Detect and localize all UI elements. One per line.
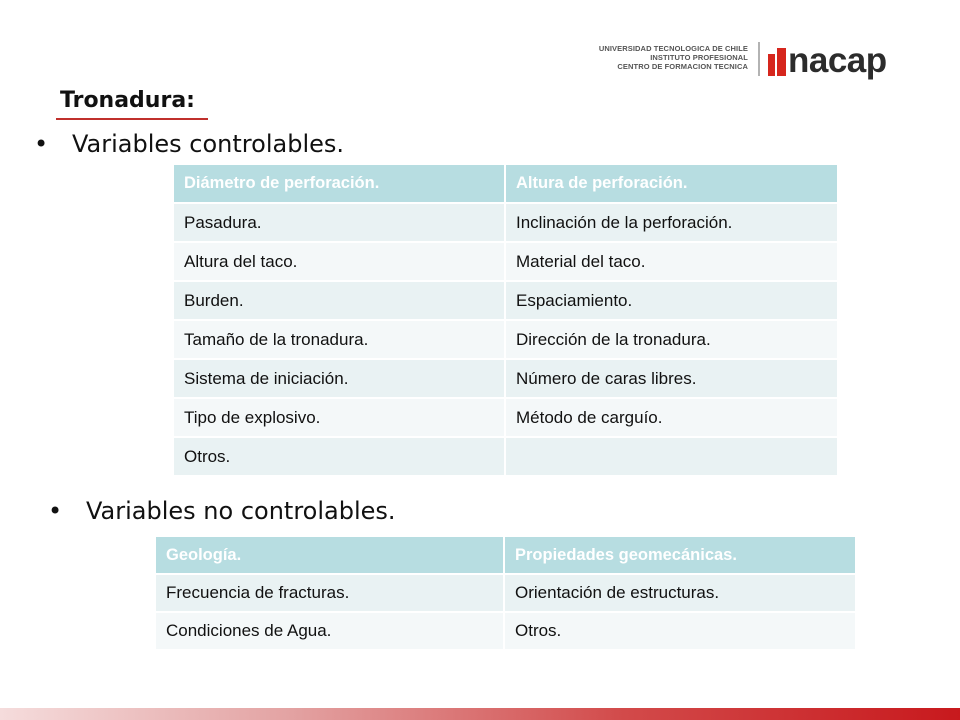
table-row: [156, 574, 855, 612]
table-cell: Pasadura.: [174, 203, 505, 242]
logo-divider: [758, 42, 760, 76]
table-cell: Espaciamiento.: [505, 281, 837, 320]
table-cell: Altura del taco.: [174, 242, 505, 281]
table-cell: Tipo de explosivo.: [174, 398, 505, 437]
heading-controlables: Variables controlables.: [72, 130, 345, 158]
table-header-cell: Geología.: [156, 537, 504, 574]
table-row: [174, 359, 837, 398]
logo-tagline-line3: CENTRO DE FORMACION TECNICA: [617, 62, 748, 71]
table-controlables: [174, 165, 837, 475]
table-row: [174, 281, 837, 320]
table-cell: Dirección de la tronadura.: [505, 320, 837, 359]
table-header-cell: Altura de perforación.: [505, 165, 837, 203]
table-cell: Inclinación de la perforación.: [505, 203, 837, 242]
table-row: [156, 612, 855, 649]
table-cell: Material del taco.: [505, 242, 837, 281]
table-cell: Condiciones de Agua.: [156, 612, 504, 649]
table-cell: Orientación de estructuras.: [504, 574, 855, 612]
bullet-no-controlables: [48, 497, 396, 525]
table-row: [174, 242, 837, 281]
table-row: [174, 437, 837, 475]
table-cell: Método de carguío.: [505, 398, 837, 437]
table-cell: Burden.: [174, 281, 505, 320]
bottom-decorative-band: [0, 708, 960, 720]
table-row: [174, 203, 837, 242]
table-cell: Otros.: [504, 612, 855, 649]
table-header-cell: Diámetro de perforación.: [174, 165, 505, 203]
title-underline: [56, 118, 208, 120]
table-cell: Otros.: [174, 437, 505, 475]
slide-title: Tronadura:: [60, 88, 195, 113]
logo-tagline: [590, 44, 748, 71]
logo-tagline-line1: UNIVERSIDAD TECNOLOGICA DE CHILE: [598, 44, 748, 53]
table-no-controlables: [156, 537, 855, 649]
table-cell: Frecuencia de fracturas.: [156, 574, 504, 612]
table-header-cell: Propiedades geomecánicas.: [504, 537, 855, 574]
bullet-dot: •: [34, 130, 49, 158]
table-header-row: [156, 537, 855, 574]
bullet-dot: •: [48, 497, 63, 525]
bullet-controlables: [34, 130, 344, 158]
logo-brand-text: nacap: [788, 41, 887, 80]
table-cell: [505, 437, 837, 475]
table-cell: Tamaño de la tronadura.: [174, 320, 505, 359]
logo-mark-icon: [768, 48, 786, 76]
inacap-logo: [590, 40, 920, 80]
heading-no-controlables: Variables no controlables.: [86, 497, 396, 525]
table-cell: Número de caras libres.: [505, 359, 837, 398]
logo-tagline-line2: INSTITUTO PROFESIONAL: [650, 53, 748, 62]
table-row: [174, 398, 837, 437]
table-header-row: [174, 165, 837, 203]
table-row: [174, 320, 837, 359]
table-cell: Sistema de iniciación.: [174, 359, 505, 398]
